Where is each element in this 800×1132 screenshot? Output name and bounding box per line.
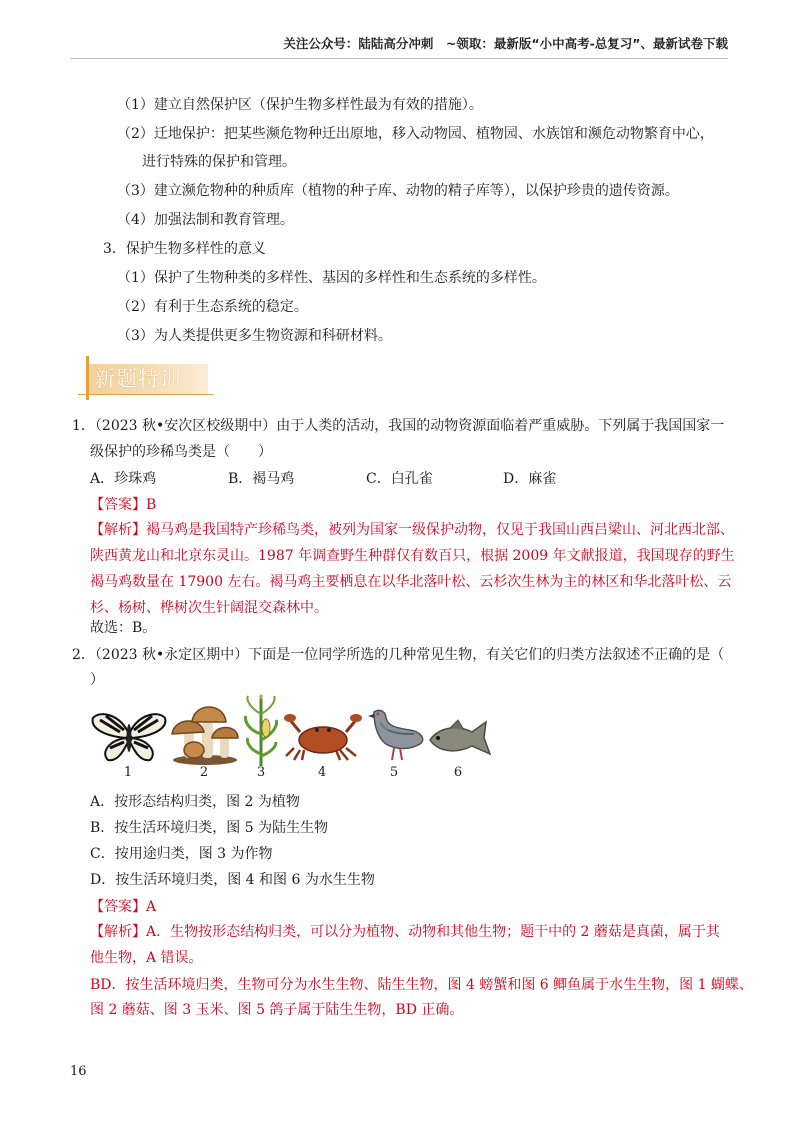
intro-line-8: （2）有利于生态系统的稳定。 — [117, 299, 308, 315]
picture-label-5: 5 — [389, 765, 399, 780]
q1-option-a: A．珍珠鸡 — [90, 471, 157, 487]
q2-option-c: C．按用途归类，图 3 为作物 — [90, 846, 273, 862]
q2-explanation-4: 图 2 蘑菇、图 3 玉米、图 5 鸽子属于陆生生物，BD 正确。 — [90, 1002, 464, 1018]
intro-subheading: 3．保护生物多样性的意义 — [103, 241, 266, 257]
intro-line-2: （2）迁地保护：把某些濒危物种迁出原地，移入动物园、植物园、水族馆和濒危动物繁育中心， — [117, 126, 714, 142]
q1-explanation-1: 【解析】褐马鸡是我国特产珍稀鸟类，被列为国家一级保护动物，仅见于我国山西吕梁山、河北西北部、 — [90, 522, 734, 538]
q2-answer: 【答案】A — [90, 899, 157, 915]
q1-explanation-2: 陕西黄龙山和北京东灵山。1987 年调查野生种群仅有数百只，根据 2009 年文献报道，我国现存的野生 — [90, 548, 735, 564]
fish-icon — [428, 718, 492, 758]
mushroom-icon — [170, 700, 240, 766]
picture-label-2: 2 — [199, 765, 209, 780]
q2-stem-line-1: 2．（2023 秋•永定区期中）下面是一位同学所选的几种常见生物，有关它们的归类方法叙述不正确的是（ — [72, 647, 725, 663]
q1-option-b: B．褐马鸡 — [228, 471, 295, 487]
intro-line-5: （4）加强法制和教育管理。 — [117, 212, 294, 228]
q2-explanation-2: 他生物，A 错误。 — [90, 950, 203, 966]
picture-label-4: 4 — [317, 765, 327, 780]
intro-line-3: 进行特殊的保护和管理。 — [142, 154, 296, 170]
q2-option-b: B．按生活环境归类，图 5 为陆生生物 — [90, 820, 329, 836]
pigeon-icon — [366, 708, 426, 766]
q1-option-c: C．白孔雀 — [366, 471, 433, 487]
q1-explanation-3: 褐马鸡数量在 17900 左右。褐马鸡主要栖息在以华北落叶松、云杉次生林为主的林区和华北落叶松、云 — [90, 574, 732, 590]
page-header: 关注公众号：陆陆高分冲刺 ~领取：最新版“小中高考-总复习”、最新试卷下载 — [283, 36, 728, 51]
butterfly-icon — [90, 708, 168, 766]
banner-underline — [78, 394, 213, 395]
corn-icon — [244, 694, 278, 766]
intro-line-1: （1）建立自然保护区（保护生物多样性最为有效的措施）。 — [117, 97, 483, 113]
q2-explanation-3: BD．按生活环境归类，生物可分为水生生物、陆生生物，图 4 螃蟹和图 6 鲫鱼属于水生生物，图 1 蝴蝶、 — [90, 977, 753, 993]
picture-label-1: 1 — [123, 765, 133, 780]
q1-stem-line-2: 级保护的珍稀鸟类是（ ） — [90, 444, 272, 460]
crab-icon — [284, 710, 362, 762]
q2-stem-line-2: ） — [90, 672, 104, 688]
section-title: 新题特训 — [94, 367, 182, 391]
q2-explanation-1: 【解析】A．生物按形态结构归类，可以分为植物、动物和其他生物；题干中的 2 蘑菇是真菌，属于其 — [90, 924, 720, 940]
q1-stem-line-1: 1．（2023 秋•安次区校级期中）由于人类的活动，我国的动物资源面临着严重威胁。下列属于我国国家一 — [72, 418, 725, 434]
q2-option-a: A．按形态结构归类，图 2 为植物 — [90, 794, 300, 810]
intro-line-7: （1）保护了生物种类的多样性、基因的多样性和生态系统的多样性。 — [117, 270, 546, 286]
q2-option-d: D．按生活环境归类，图 4 和图 6 为水生生物 — [90, 872, 375, 888]
intro-line-4: （3）建立濒危物种的种质库（植物的种子库、动物的精子库等），以保护珍贵的遗传资源。 — [117, 183, 679, 199]
header-divider — [70, 58, 728, 59]
q1-answer: 【答案】B — [90, 497, 157, 513]
page-number: 16 — [70, 1064, 87, 1079]
q1-explanation-4: 杉、杨树、桦树次生针阔混交森林中。 — [90, 600, 328, 616]
q1-conclusion: 故选：B。 — [90, 620, 157, 636]
picture-label-6: 6 — [453, 765, 463, 780]
intro-line-9: （3）为人类提供更多生物资源和科研材料。 — [117, 328, 392, 344]
section-banner — [78, 356, 213, 400]
picture-label-3: 3 — [256, 765, 266, 780]
q1-option-d: D．麻雀 — [503, 471, 557, 487]
